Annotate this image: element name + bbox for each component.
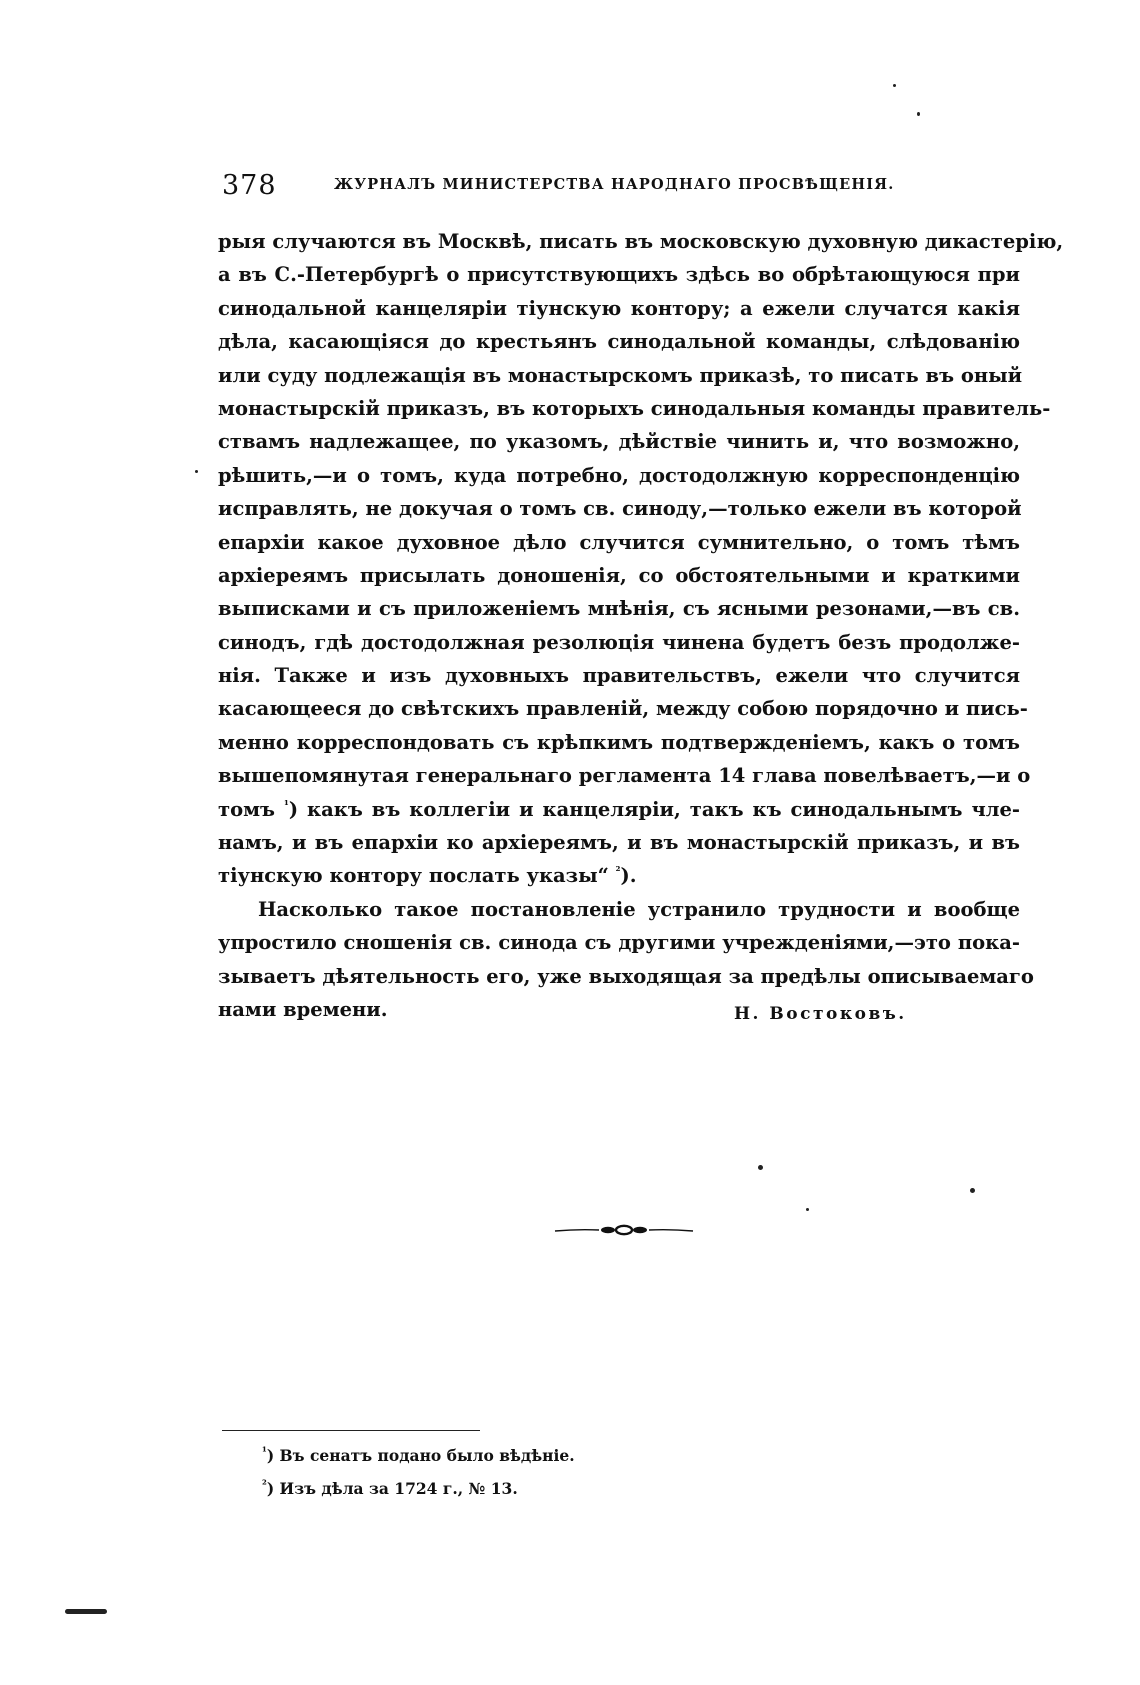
text-line: епархіи какое духовное дѣло случится сумнительно, о томъ тѣмъ bbox=[218, 530, 1020, 554]
footnote-rule bbox=[222, 1430, 480, 1431]
text-line: выписками и съ приложеніемъ мнѣнія, съ ясными резонами,—въ св. bbox=[218, 597, 1020, 621]
paragraph-2-line: зываетъ дѣятельность его, уже выходящая за предѣлы описываемаго bbox=[218, 964, 1034, 988]
footnote-1 bbox=[262, 1439, 575, 1472]
scan-speck bbox=[970, 1188, 975, 1193]
scan-speck bbox=[195, 470, 198, 473]
text-line: намъ, и въ епархіи ко архіереямъ, и въ монастырскій приказъ, и въ bbox=[218, 831, 1020, 855]
text-line: монастырскій приказъ, въ которыхъ синодальныя команды правитель- bbox=[218, 396, 1051, 420]
scan-speck bbox=[893, 84, 896, 87]
line-text: ). bbox=[620, 864, 637, 888]
text-line-with-note-1 bbox=[218, 793, 1020, 826]
page-header bbox=[222, 170, 922, 201]
footnote-ref-2: ² bbox=[615, 864, 621, 878]
paragraph-2-line: упростило сношенія св. синода съ другими учрежденіями,—это пока- bbox=[218, 931, 1020, 955]
text-line: менно корреспондовать съ крѣпкимъ подтвержденіемъ, какъ о томъ bbox=[218, 730, 1020, 754]
footnote-mark: ² bbox=[262, 1477, 267, 1491]
ornament-divider-icon bbox=[553, 1222, 695, 1238]
scan-speck bbox=[65, 1609, 107, 1614]
text-line: а въ С.-Петербургѣ о присутствующихъ здѣсь во обрѣтающуюся при bbox=[218, 263, 1020, 287]
text-line: касающееся до свѣтскихъ правленій, между собою порядочно и пись- bbox=[218, 697, 1028, 721]
text-line: архіереямъ присылать доношенія, со обстоятельными и краткими bbox=[218, 563, 1020, 587]
line-text: тіунскую контору послать указы“ bbox=[218, 864, 616, 888]
text-line: нія. Также и изъ духовныхъ правительствъ, ежели что случится bbox=[218, 664, 1020, 688]
text-line: синодальной канцеляріи тіунскую контору; а ежели случатся какія bbox=[218, 296, 1020, 320]
paragraph-2-line: Насколько такое постановленіе устранило трудности и вообще bbox=[258, 897, 1020, 921]
footnote-mark: ¹ bbox=[262, 1444, 267, 1458]
paragraph-2-line: нами времени. bbox=[218, 997, 388, 1021]
line-text: томъ bbox=[218, 797, 284, 821]
footnote-ref-1: ¹ bbox=[283, 798, 289, 812]
scan-speck bbox=[917, 112, 920, 116]
author-signature: Н. Востоковъ. bbox=[734, 1004, 907, 1024]
line-text: ) какъ въ коллегіи и канцеляріи, такъ къ синодальнымъ чле- bbox=[288, 797, 1021, 821]
text-line: ствамъ надлежащее, по указомъ, дѣйствіе чинить и, что возможно, bbox=[218, 430, 1020, 454]
footnotes bbox=[262, 1439, 575, 1505]
footnote-text: ) Въ сенатъ подано было вѣдѣніе. bbox=[266, 1446, 575, 1465]
scan-speck bbox=[806, 1208, 809, 1211]
text-line: синодъ, гдѣ достодолжная резолюція чинена будетъ безъ продолже- bbox=[218, 630, 1020, 654]
text-line-with-note-2 bbox=[218, 859, 1020, 892]
text-line: или суду подлежащія въ монастырскомъ приказѣ, то писать въ оный bbox=[218, 363, 1023, 387]
text-line: вышепомянутая генеральнаго регламента 14 глава повелѣваетъ,—и о bbox=[218, 764, 1031, 788]
page-number: 378 bbox=[222, 170, 277, 201]
scan-speck bbox=[758, 1165, 763, 1170]
running-title: ЖУРНАЛЪ МИНИСТЕРСТВА НАРОДНАГО ПРОСВѢЩЕНІЯ. bbox=[334, 176, 895, 193]
text-line: дѣла, касающіяся до крестьянъ синодальной команды, слѣдованію bbox=[218, 330, 1020, 354]
text-line: исправлять, не докучая о томъ св. синоду,—только ежели въ которой bbox=[218, 497, 1022, 521]
text-line: рыя случаются въ Москвѣ, писать въ московскую духовную дикастерію, bbox=[218, 230, 1064, 253]
footnote-text: ) Изъ дѣла за 1724 г., № 13. bbox=[266, 1479, 518, 1498]
text-line: рѣшить,—и о томъ, куда потребно, достодолжную корреспонденцію bbox=[218, 463, 1020, 487]
body-text bbox=[218, 225, 1064, 1026]
footnote-2 bbox=[262, 1472, 575, 1505]
